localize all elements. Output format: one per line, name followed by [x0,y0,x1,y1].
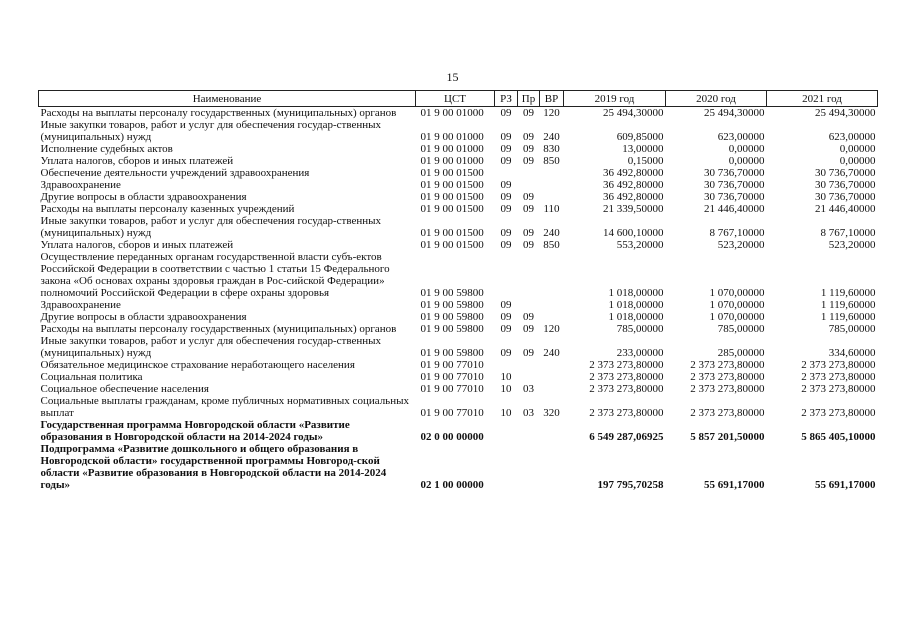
table-body [39,107,878,492]
row-cst-cell: 01 9 00 59800 [420,287,484,299]
row-2020-cell: 2 373 273,80000 [690,359,765,371]
row-pr-cell [518,167,540,179]
row-cst-cell: 01 9 00 01500 [420,179,484,191]
row-cst-cell: 01 9 00 01500 [420,227,484,239]
row-2020-cell: 523,20000 [717,239,765,251]
row-2019-cell: 1 018,00000 [608,311,664,323]
row-pr-cell: 03 [523,407,534,419]
row-cst-cell: 01 9 00 01000 [420,131,484,143]
row-name-cell: Расходы на выплаты персоналу государственных (муниципальных) органов [40,107,397,119]
row-cst-cell: 01 9 00 77010 [420,359,484,371]
row-vr-cell [540,443,564,491]
header-rz: РЗ [495,91,518,107]
row-rz-cell: 09 [500,203,512,215]
row-2019-cell: 21 339,50000 [603,203,664,215]
row-2020-cell: 1 070,00000 [709,299,765,311]
table-row [39,167,878,179]
row-cst-cell: 02 0 00 00000 [420,431,484,443]
row-rz-cell: 10 [500,383,512,395]
table-row [39,191,878,203]
row-rz-cell: 09 [500,107,512,119]
row-pr-cell [518,179,540,191]
row-2019-cell: 197 795,70258 [597,479,664,491]
row-vr-cell [540,311,564,323]
row-rz-cell: 09 [500,299,512,311]
row-cst-cell: 01 9 00 01500 [420,167,484,179]
row-pr-cell [518,443,540,491]
header-2021: 2021 год [767,91,878,107]
row-name-cell: Другие вопросы в области здравоохранения [40,311,247,323]
row-cst-cell: 01 9 00 01000 [420,143,484,155]
row-pr-cell [518,251,540,299]
row-name-cell: Государственная программа Новгородской области «Развитие образования в Новгородской области на 2014-2024 годы» [40,419,350,443]
row-2019-cell: 553,20000 [616,239,664,251]
row-2019-cell: 233,00000 [616,347,664,359]
row-rz-cell: 09 [500,323,512,335]
row-name-cell: Уплата налогов, сборов и иных платежей [40,155,234,167]
row-vr-cell [540,179,564,191]
row-cst-cell: 01 9 00 01500 [420,203,484,215]
row-2021-cell: 523,20000 [828,239,876,251]
row-rz-cell: 10 [500,371,512,383]
header-vr: ВР [540,91,564,107]
row-cst-cell: 01 9 00 77010 [420,383,484,395]
row-rz-cell: 10 [500,407,512,419]
row-2020-cell: 785,00000 [717,323,765,335]
row-2021-cell: 2 373 273,80000 [801,371,876,383]
row-2020-cell: 30 736,70000 [704,167,765,179]
row-vr-cell: 320 [543,407,560,419]
header-2019: 2019 год [564,91,666,107]
row-2019-cell: 14 600,10000 [603,227,664,239]
table-row [39,371,878,383]
row-2020-cell: 285,00000 [717,347,765,359]
row-vr-cell [540,191,564,203]
row-cst-cell: 01 9 00 01500 [420,239,484,251]
table-row [39,419,878,443]
row-rz-cell [495,443,518,491]
row-2020-cell: 2 373 273,80000 [690,371,765,383]
row-vr-cell [540,359,564,371]
row-name-cell: Обязательное медицинское страхование неработающего населения [40,359,355,371]
row-2019-cell: 1 018,00000 [608,299,664,311]
row-name-cell: Здравоохранение [40,299,121,311]
table-row [39,299,878,311]
row-name-cell: Подпрограмма «Развитие дошкольного и общего образования в Новгородской области» государственной программы Новгород-ской области «Развитие образования в Новгородской области на 2014-2024 годы» [40,443,387,491]
row-2019-cell: 25 494,30000 [603,107,664,119]
row-2021-cell: 30 736,70000 [815,179,876,191]
row-pr-cell: 09 [523,131,534,143]
header-pr: Пр [518,91,540,107]
table-row [39,119,878,143]
row-cst-cell: 01 9 00 01000 [420,107,484,119]
row-pr-cell: 09 [523,239,534,251]
row-rz-cell: 09 [500,143,512,155]
row-2021-cell: 21 446,40000 [815,203,876,215]
row-vr-cell: 830 [543,143,560,155]
table-row [39,395,878,419]
row-vr-cell: 110 [543,203,560,215]
row-2021-cell: 0,00000 [839,143,876,155]
row-2020-cell: 8 767,10000 [709,227,765,239]
row-vr-cell [540,371,564,383]
row-2019-cell: 13,00000 [622,143,664,155]
row-pr-cell: 09 [523,191,534,203]
row-vr-cell [540,419,564,443]
row-2019-cell: 36 492,80000 [603,191,664,203]
row-pr-cell: 09 [523,311,534,323]
row-pr-cell: 09 [523,107,534,119]
row-name-cell: Социальные выплаты гражданам, кроме публичных нормативных социальных выплат [40,395,409,419]
row-vr-cell: 240 [543,347,560,359]
table-row [39,383,878,395]
row-2019-cell: 2 373 273,80000 [589,407,664,419]
row-rz-cell: 09 [500,347,512,359]
row-vr-cell: 240 [543,227,560,239]
row-2020-cell: 2 373 273,80000 [690,407,765,419]
row-2020-cell: 21 446,40000 [704,203,765,215]
row-name-cell: Иные закупки товаров, работ и услуг для обеспечения государ-ственных (муниципальных) нужд [40,119,382,143]
row-2021-cell: 334,60000 [828,347,876,359]
row-rz-cell [495,251,518,299]
page-number: 15 [446,70,459,84]
table-row [39,107,878,120]
row-pr-cell [518,371,540,383]
row-2019-cell: 2 373 273,80000 [589,359,664,371]
row-2020-cell: 1 070,00000 [709,311,765,323]
row-name-cell: Иные закупки товаров, работ и услуг для обеспечения государ-ственных (муниципальных) нужд [40,215,382,239]
header-name: Наименование [39,91,416,107]
row-name-cell: Расходы на выплаты персоналу казенных учреждений [40,203,295,215]
table-row [39,179,878,191]
row-2021-cell: 1 119,60000 [820,299,876,311]
row-2021-cell: 2 373 273,80000 [801,407,876,419]
row-pr-cell: 09 [523,203,534,215]
row-2021-cell: 623,00000 [828,131,876,143]
table-row [39,251,878,299]
row-2019-cell: 36 492,80000 [603,179,664,191]
row-pr-cell: 09 [523,347,534,359]
row-2021-cell: 8 767,10000 [820,227,876,239]
row-vr-cell [540,299,564,311]
row-cst-cell: 01 9 00 77010 [420,371,484,383]
row-2021-cell: 30 736,70000 [815,191,876,203]
row-cst-cell: 01 9 00 59800 [420,299,484,311]
row-pr-cell [518,419,540,443]
row-2020-cell: 623,00000 [717,131,765,143]
row-name-cell: Здравоохранение [40,179,121,191]
row-rz-cell [495,359,518,371]
table-row [39,143,878,155]
row-2020-cell: 5 857 201,50000 [690,431,765,443]
row-cst-cell: 01 9 00 77010 [420,407,484,419]
row-vr-cell: 240 [543,131,560,143]
row-2021-cell: 55 691,17000 [815,479,876,491]
row-2021-cell: 1 119,60000 [820,311,876,323]
row-vr-cell: 120 [543,323,560,335]
row-2019-cell: 0,15000 [627,155,664,167]
row-2019-cell: 785,00000 [616,323,664,335]
row-2021-cell: 0,00000 [839,155,876,167]
row-2021-cell: 30 736,70000 [815,167,876,179]
table-row [39,239,878,251]
row-rz-cell: 09 [500,191,512,203]
row-pr-cell: 09 [523,323,534,335]
row-name-cell: Обеспечение деятельности учреждений здравоохранения [40,167,310,179]
row-pr-cell: 09 [523,155,534,167]
row-name-cell: Социальная политика [40,371,143,383]
row-2020-cell: 0,00000 [728,155,765,167]
row-vr-cell: 850 [543,239,560,251]
row-2020-cell: 25 494,30000 [704,107,765,119]
row-2020-cell: 55 691,17000 [704,479,765,491]
header-2020: 2020 год [666,91,767,107]
row-vr-cell [540,383,564,395]
row-cst-cell: 01 9 00 59800 [420,347,484,359]
row-name-cell: Расходы на выплаты персоналу государственных (муниципальных) органов [40,323,397,335]
row-name-cell: Осуществление переданных органам государственной власти субъ-ектов Российской Федерации в соответствии с частью 1 статьи 15 Федерального закона «Об основах охраны здоровья граждан в Рос-сийской Федерации» полномочий Российской Федерации в сфере охраны здоровья [40,251,390,299]
row-2020-cell: 2 373 273,80000 [690,383,765,395]
budget-table [38,90,878,491]
row-rz-cell: 09 [500,239,512,251]
row-rz-cell: 09 [500,131,512,143]
row-2021-cell: 1 119,60000 [820,287,876,299]
row-cst-cell: 01 9 00 59800 [420,323,484,335]
row-name-cell: Социальное обеспечение населения [40,383,209,395]
row-2020-cell: 1 070,00000 [709,287,765,299]
table-row [39,323,878,335]
row-vr-cell [540,251,564,299]
row-2019-cell: 36 492,80000 [603,167,664,179]
table-row [39,335,878,359]
table-row [39,443,878,491]
row-2019-cell: 2 373 273,80000 [589,383,664,395]
table-row [39,359,878,371]
row-cst-cell: 01 9 00 01500 [420,191,484,203]
row-2019-cell: 6 549 287,06925 [589,431,664,443]
table-row [39,215,878,239]
row-2021-cell: 5 865 405,10000 [801,431,876,443]
row-cst-cell: 02 1 00 00000 [420,479,484,491]
row-2021-cell: 25 494,30000 [815,107,876,119]
row-rz-cell: 09 [500,155,512,167]
table-header-row [39,91,878,107]
row-2020-cell: 30 736,70000 [704,179,765,191]
row-2021-cell: 785,00000 [828,323,876,335]
row-2019-cell: 2 373 273,80000 [589,371,664,383]
row-name-cell: Иные закупки товаров, работ и услуг для обеспечения государ-ственных (муниципальных) нужд [40,335,382,359]
row-2021-cell: 2 373 273,80000 [801,359,876,371]
row-2020-cell: 30 736,70000 [704,191,765,203]
row-vr-cell: 120 [543,107,560,119]
row-pr-cell: 09 [523,227,534,239]
row-name-cell: Исполнение судебных актов [40,143,173,155]
row-rz-cell: 09 [500,311,512,323]
table-row [39,203,878,215]
row-name-cell: Другие вопросы в области здравоохранения [40,191,247,203]
row-2020-cell: 0,00000 [728,143,765,155]
row-cst-cell: 01 9 00 01000 [420,155,484,167]
row-rz-cell [495,419,518,443]
row-rz-cell [495,167,518,179]
row-2019-cell: 1 018,00000 [608,287,664,299]
row-name-cell: Уплата налогов, сборов и иных платежей [40,239,234,251]
row-rz-cell: 09 [500,179,512,191]
row-vr-cell: 850 [543,155,560,167]
row-cst-cell: 01 9 00 59800 [420,311,484,323]
table-row [39,155,878,167]
table-row [39,311,878,323]
header-cst: ЦСТ [416,91,495,107]
row-pr-cell [518,359,540,371]
row-pr-cell: 03 [523,383,534,395]
row-2019-cell: 609,85000 [616,131,664,143]
row-vr-cell [540,167,564,179]
row-rz-cell: 09 [500,227,512,239]
row-pr-cell [518,299,540,311]
row-pr-cell: 09 [523,143,534,155]
row-2021-cell: 2 373 273,80000 [801,383,876,395]
